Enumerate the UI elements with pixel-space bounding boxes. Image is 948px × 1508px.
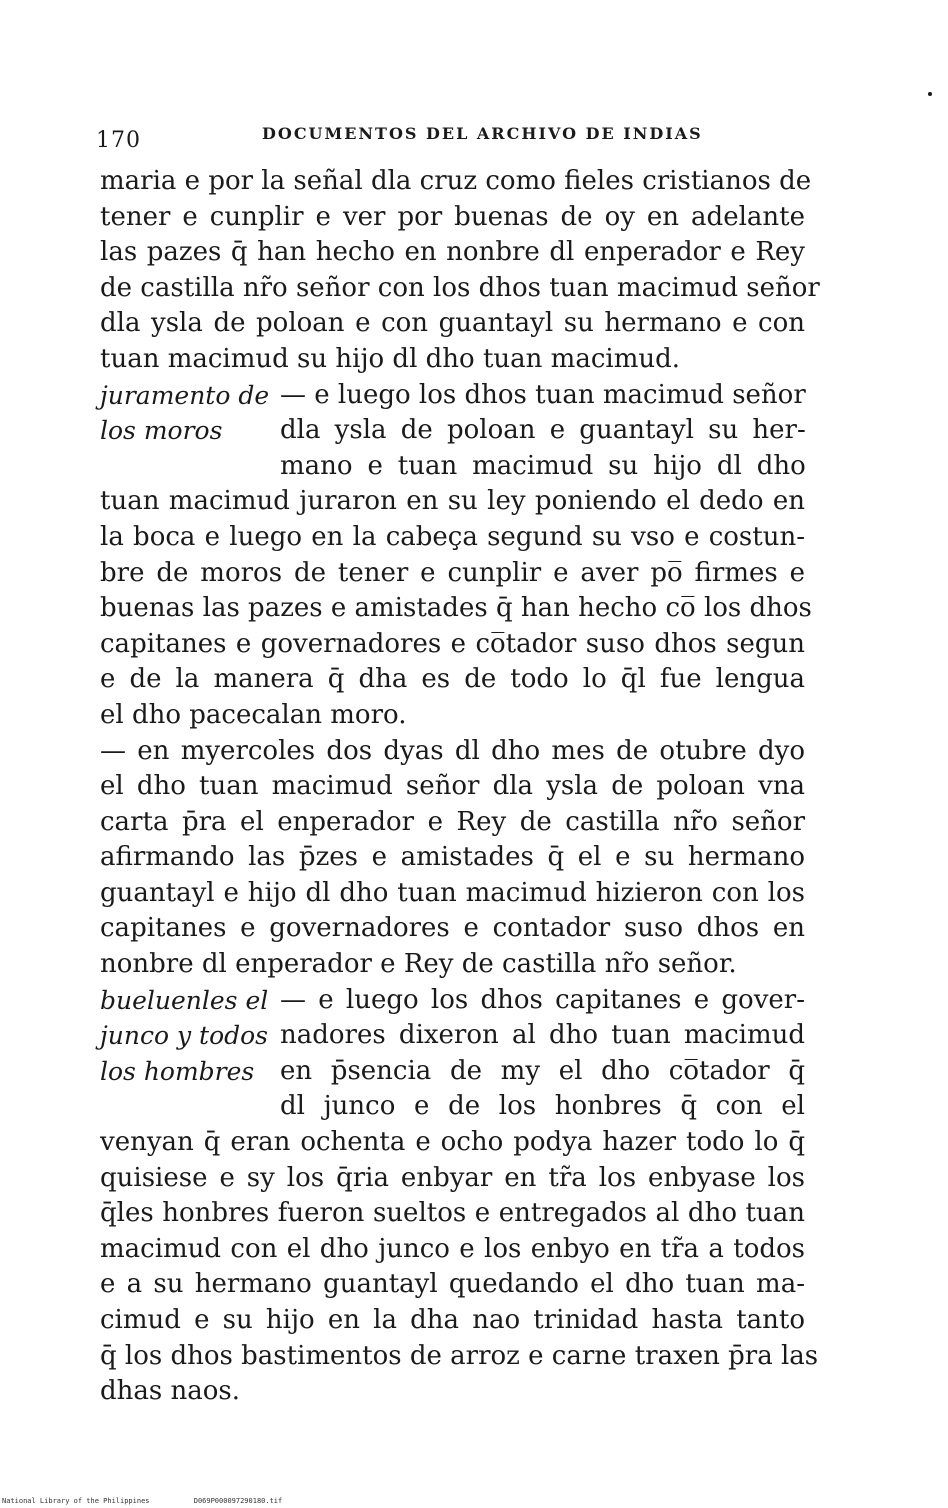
text-line: guantayl e hijo dl dho tuan macimud hizieron con los [100,877,805,908]
text-line: e a su hermano guantayl quedando el dho tuan ma- [100,1269,805,1300]
text-line: tuan macimud juraron en su ley poniendo el dedo en [100,486,805,517]
indented-text [280,983,805,1125]
text-line: dla ysla de poloan e guantayl su her- [280,415,806,446]
text-line: carta p̄ra el enperador e Rey de castilla nr̃o señor [100,806,805,837]
text-line: de castilla nr̃o señor con los dhos tuan macimud señor [100,272,820,303]
release-section [100,983,819,1410]
text-line: nadores dixeron al dho tuan macimud [280,1020,805,1051]
text-line: dhas naos. [100,1376,241,1407]
text-line: mano e tuan macimud su hijo dl dho [280,450,806,481]
text-line: maria e por la señal dla cruz como fieles cristianos de [100,166,812,196]
text-line: capitanes e governadores e co̅tador suso dhos segun [100,628,805,659]
margin-note-oath [100,378,280,485]
text-line: macimud con el dho junco e los enbyo en tr̃a a todos [100,1233,805,1264]
release-row [100,983,805,1125]
margin-note-line: bueluenles el [100,985,269,1015]
text-line: tuan macimud su hijo dl dho tuan macimud. [100,343,681,374]
text-line: — e luego los dhos capitanes e gover- [280,984,805,1015]
file-id: D069P000097290180.tif [193,1497,283,1505]
body-text [100,164,820,1410]
margin-note-line: los moros [100,416,223,446]
text-line: bre de moros de tener e cunplir e aver po̅ firmes e [100,557,805,588]
margin-note-line: junco y todos [100,1021,269,1051]
text-line: el dho tuan macimud señor dla ysla de poloan vna [100,771,805,802]
margin-note-line: los hombres [100,1056,255,1086]
text-line: buenas las pazes e amistades q̄ han hecho co̅ los dhos [100,593,812,624]
indented-text [280,378,806,485]
paragraph-2 [100,734,805,983]
running-head: DOCUMENTOS DEL ARCHIVO DE INDIAS [262,124,703,143]
oath-row [100,378,805,485]
text-line: cimud e su hijo en la dha nao trinidad hasta tanto [100,1305,805,1335]
page-number: 170 [96,128,141,153]
stray-mark [928,92,932,96]
oath-section [100,378,812,734]
text-line: dla ysla de poloan e con guantayl su hermano e con [100,308,805,339]
text-line: capitanes e governadores e contador suso dhos en [100,913,805,944]
text-line: en p̄sencia de my el dho co̅tador q̄ [280,1055,805,1086]
margin-note-release [100,983,280,1125]
scan-footer [2,1497,322,1505]
text-line: el dho pacecalan moro. [100,699,407,730]
text-line: — e luego los dhos tuan macimud señor [280,379,806,410]
text-line: venyan q̄ eran ochenta e ocho podya hazer todo lo q̄ [100,1127,805,1158]
text-line: e de la manera q̄ dha es de todo lo q̄l fue lengua [100,664,805,695]
text-line: nonbre dl enperador e Rey de castilla nr̃o señor. [100,949,737,980]
text-line: q̄les honbres fueron sueltos e entregados al dho tuan [100,1198,805,1229]
text-line: afirmando las p̄zes e amistades q̄ el e su hermano [100,842,805,873]
text-line: dl junco e de los honbres q̄ con el [280,1091,805,1122]
page-header [96,120,816,154]
margin-note-line: juramento de [100,380,270,410]
library-credit: National Library of the Philippines [2,1497,150,1505]
text-line: — en myercoles dos dyas dl dho mes de otubre dyo [100,735,805,766]
paragraph-1 [100,164,820,378]
text-line: la boca e luego en la cabeça segund su vso e costun- [100,521,805,552]
text-line: quisiese e sy los q̄ria enbyar en tr̃a los enbyase los [100,1162,805,1193]
text-line: las pazes q̄ han hecho en nonbre dl enperador e Rey [100,237,805,268]
text-line: tener e cunplir e ver por buenas de oy en adelante [100,201,805,232]
text-line: q̄ los dhos bastimentos de arroz e carne traxen p̄ra las [100,1340,819,1371]
